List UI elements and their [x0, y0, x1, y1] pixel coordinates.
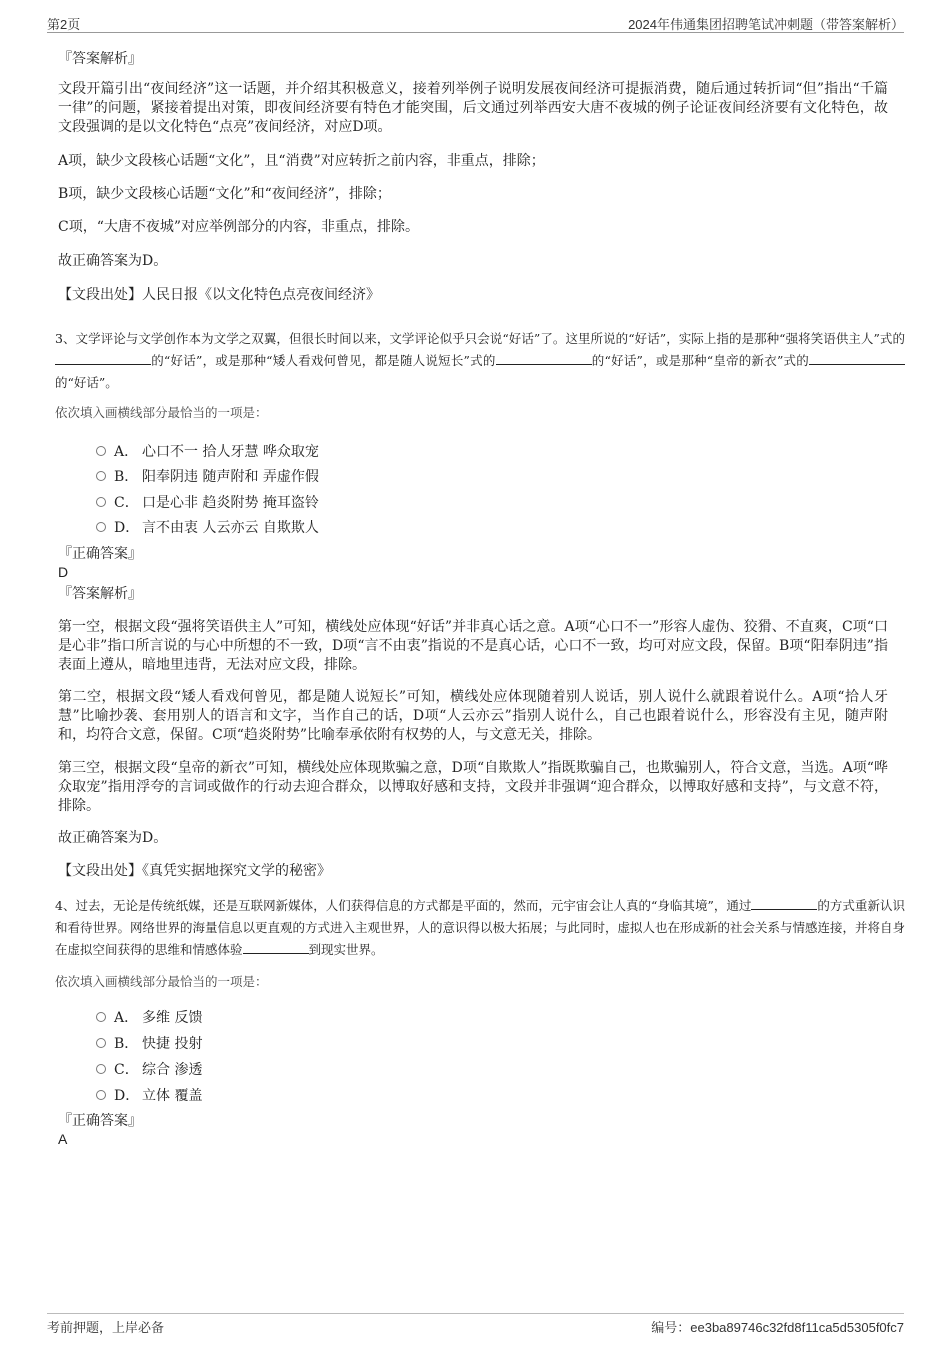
q4-instruction: 依次填入画横线部分最恰当的一项是：: [55, 974, 268, 989]
q3-option-d[interactable]: D． 言不由衷 人云亦云 自欺欺人: [96, 517, 319, 537]
q2-analysis-p1: 文段开篇引出“夜间经济”这一话题，并介绍其积极意义，接着列举例子说明发展夜间经济可提振消费，随后通过转折词“但”指出“千篇一律”的问题，紧接着提出对策，即夜间经济要有特色才能突围，后文通过列举西安大唐不夜城的例子论证夜间经济要有文化特色，故文段强调的是以文化特色“点亮”夜间经济，对应D项。: [58, 81, 888, 135]
q3-answer-statement: 故正确答案为D。: [58, 830, 168, 846]
radio-icon[interactable]: [96, 1090, 106, 1100]
q4-option-c[interactable]: C． 综合 渗透: [96, 1059, 202, 1079]
q4-blank-2: [243, 940, 309, 954]
radio-icon[interactable]: [96, 471, 106, 481]
radio-icon[interactable]: [96, 446, 106, 456]
radio-icon[interactable]: [96, 497, 106, 507]
q3-source: 【文段出处】《真凭实据地探究文学的秘密》: [58, 863, 331, 879]
q3-option-a[interactable]: A． 心口不一 拾人牙慧 哗众取宠: [96, 441, 319, 461]
q4-option-d[interactable]: D． 立体 覆盖: [96, 1085, 202, 1105]
q3-blank-2: [496, 351, 592, 365]
q4-option-a[interactable]: A． 多维 反馈: [96, 1007, 202, 1027]
q3-blank-3: [809, 351, 905, 365]
q3-analysis-p2: 第二空，根据文段“矮人看戏何曾见，都是随人说短长”可知，横线处应体现随着别人说话，别人说什么就跟着说什么。A项“拾人牙慧”比喻抄袭、套用别人的语言和文字，当作自己的话，D项“人云亦云”指别人说什么，自己也跟着说什么，形容没有主见，随声附和，均符合文意，保留。C项“趋炎附势”比喻奉承依附有权势的人，与文意无关，排除。: [58, 689, 888, 743]
q4-answer: A: [58, 1131, 68, 1147]
q3-analysis-p3: 第三空，根据文段“皇帝的新衣”可知，横线处应体现欺骗之意，D项“自欺欺人”指既欺骗自己，也欺骗别人，符合文意，当选。A项“哗众取宠”指用浮夸的言词或做作的行动去迎合群众，以博取好感和支持，文段并非强调“迎合群众，以博取好感和支持”，与文意不符，排除。: [58, 760, 888, 814]
q3-answer: D: [58, 564, 69, 580]
document-title: 2024年伟通集团招聘笔试冲刺题（带答案解析）: [628, 17, 904, 32]
q3-answer-label: 『正确答案』: [58, 546, 142, 562]
radio-icon[interactable]: [96, 1064, 106, 1074]
q3-blank-1: [55, 351, 151, 365]
q3-option-c[interactable]: C． 口是心非 趋炎附势 掩耳盗铃: [96, 492, 319, 512]
radio-icon[interactable]: [96, 1012, 106, 1022]
q4-stem: 4、过去，无论是传统纸媒，还是互联网新媒体，人们获得信息的方式都是平面的，然而，元宇宙会让人真的“身临其境”，通过 的方式重新认识和看待世界。网络世界的海量信息以更直观的方式进入主观世界，人的意识得以极大拓展；与此同时，虚拟人也在形成新的社会关系与情感连接，并将自身在虚拟空间获得的思维和情感体验 到现实世界。: [55, 898, 906, 957]
q3-instruction: 依次填入画横线部分最恰当的一项是：: [55, 405, 268, 420]
page-header: [47, 12, 904, 33]
q2-analysis-label: 『答案解析』: [58, 51, 142, 67]
radio-icon[interactable]: [96, 1038, 106, 1048]
q3-analysis-p1: 第一空，根据文段“强将笑语供主人”可知，横线处应体现“好话”并非真心话之意。A项“心口不一”形容人虚伪、狡猾、不直爽，C项“口是心非”指口所言说的与心中所想的不一致，D项“言不由衷”指说的不是真心话，心口不一致，均可对应文段，保留。B项“阳奉阴违”指表面上遵从，暗地里违背，无法对应文段，排除。: [58, 619, 888, 673]
page-footer: [47, 1313, 904, 1334]
radio-icon[interactable]: [96, 522, 106, 532]
page-number: 第2页: [47, 17, 81, 32]
document-id: 编号：ee3ba89746c32fd8f11ca5d5305f0fc7: [651, 1320, 904, 1335]
q3-analysis-label: 『答案解析』: [58, 586, 142, 602]
footer-slogan: 考前押题，上岸必备: [47, 1320, 165, 1335]
q2-analysis-p2: A项，缺少文段核心话题“文化”，且“消费”对应转折之前内容，非重点，排除；: [58, 153, 545, 169]
q3-option-b[interactable]: B． 阳奉阴违 随声附和 弄虚作假: [96, 466, 319, 486]
q3-stem: 3、文学评论与文学创作本为文学之双翼，但很长时间以来，文学评论似乎只会说“好话”了。这里所说的“好话”，实际上指的是那种“强将笑语供主人”式的的“好话”，或是那种“矮人看戏何曾见，都是随人说短长”式的 的“好话”，或是那种“皇帝的新衣”式的的“好话”。: [55, 331, 905, 390]
q4-answer-label: 『正确答案』: [58, 1113, 142, 1129]
q2-answer-statement: 故正确答案为D。: [58, 253, 168, 269]
q2-source: 【文段出处】人民日报《以文化特色点亮夜间经济》: [58, 287, 380, 303]
q2-analysis-p4: C项，“大唐不夜城”对应举例部分的内容，非重点，排除。: [58, 219, 420, 235]
q4-blank-1: [751, 896, 817, 910]
q2-analysis-p3: B项，缺少文段核心话题“文化”和“夜间经济”，排除；: [58, 186, 391, 202]
q4-option-b[interactable]: B． 快捷 投射: [96, 1033, 202, 1053]
